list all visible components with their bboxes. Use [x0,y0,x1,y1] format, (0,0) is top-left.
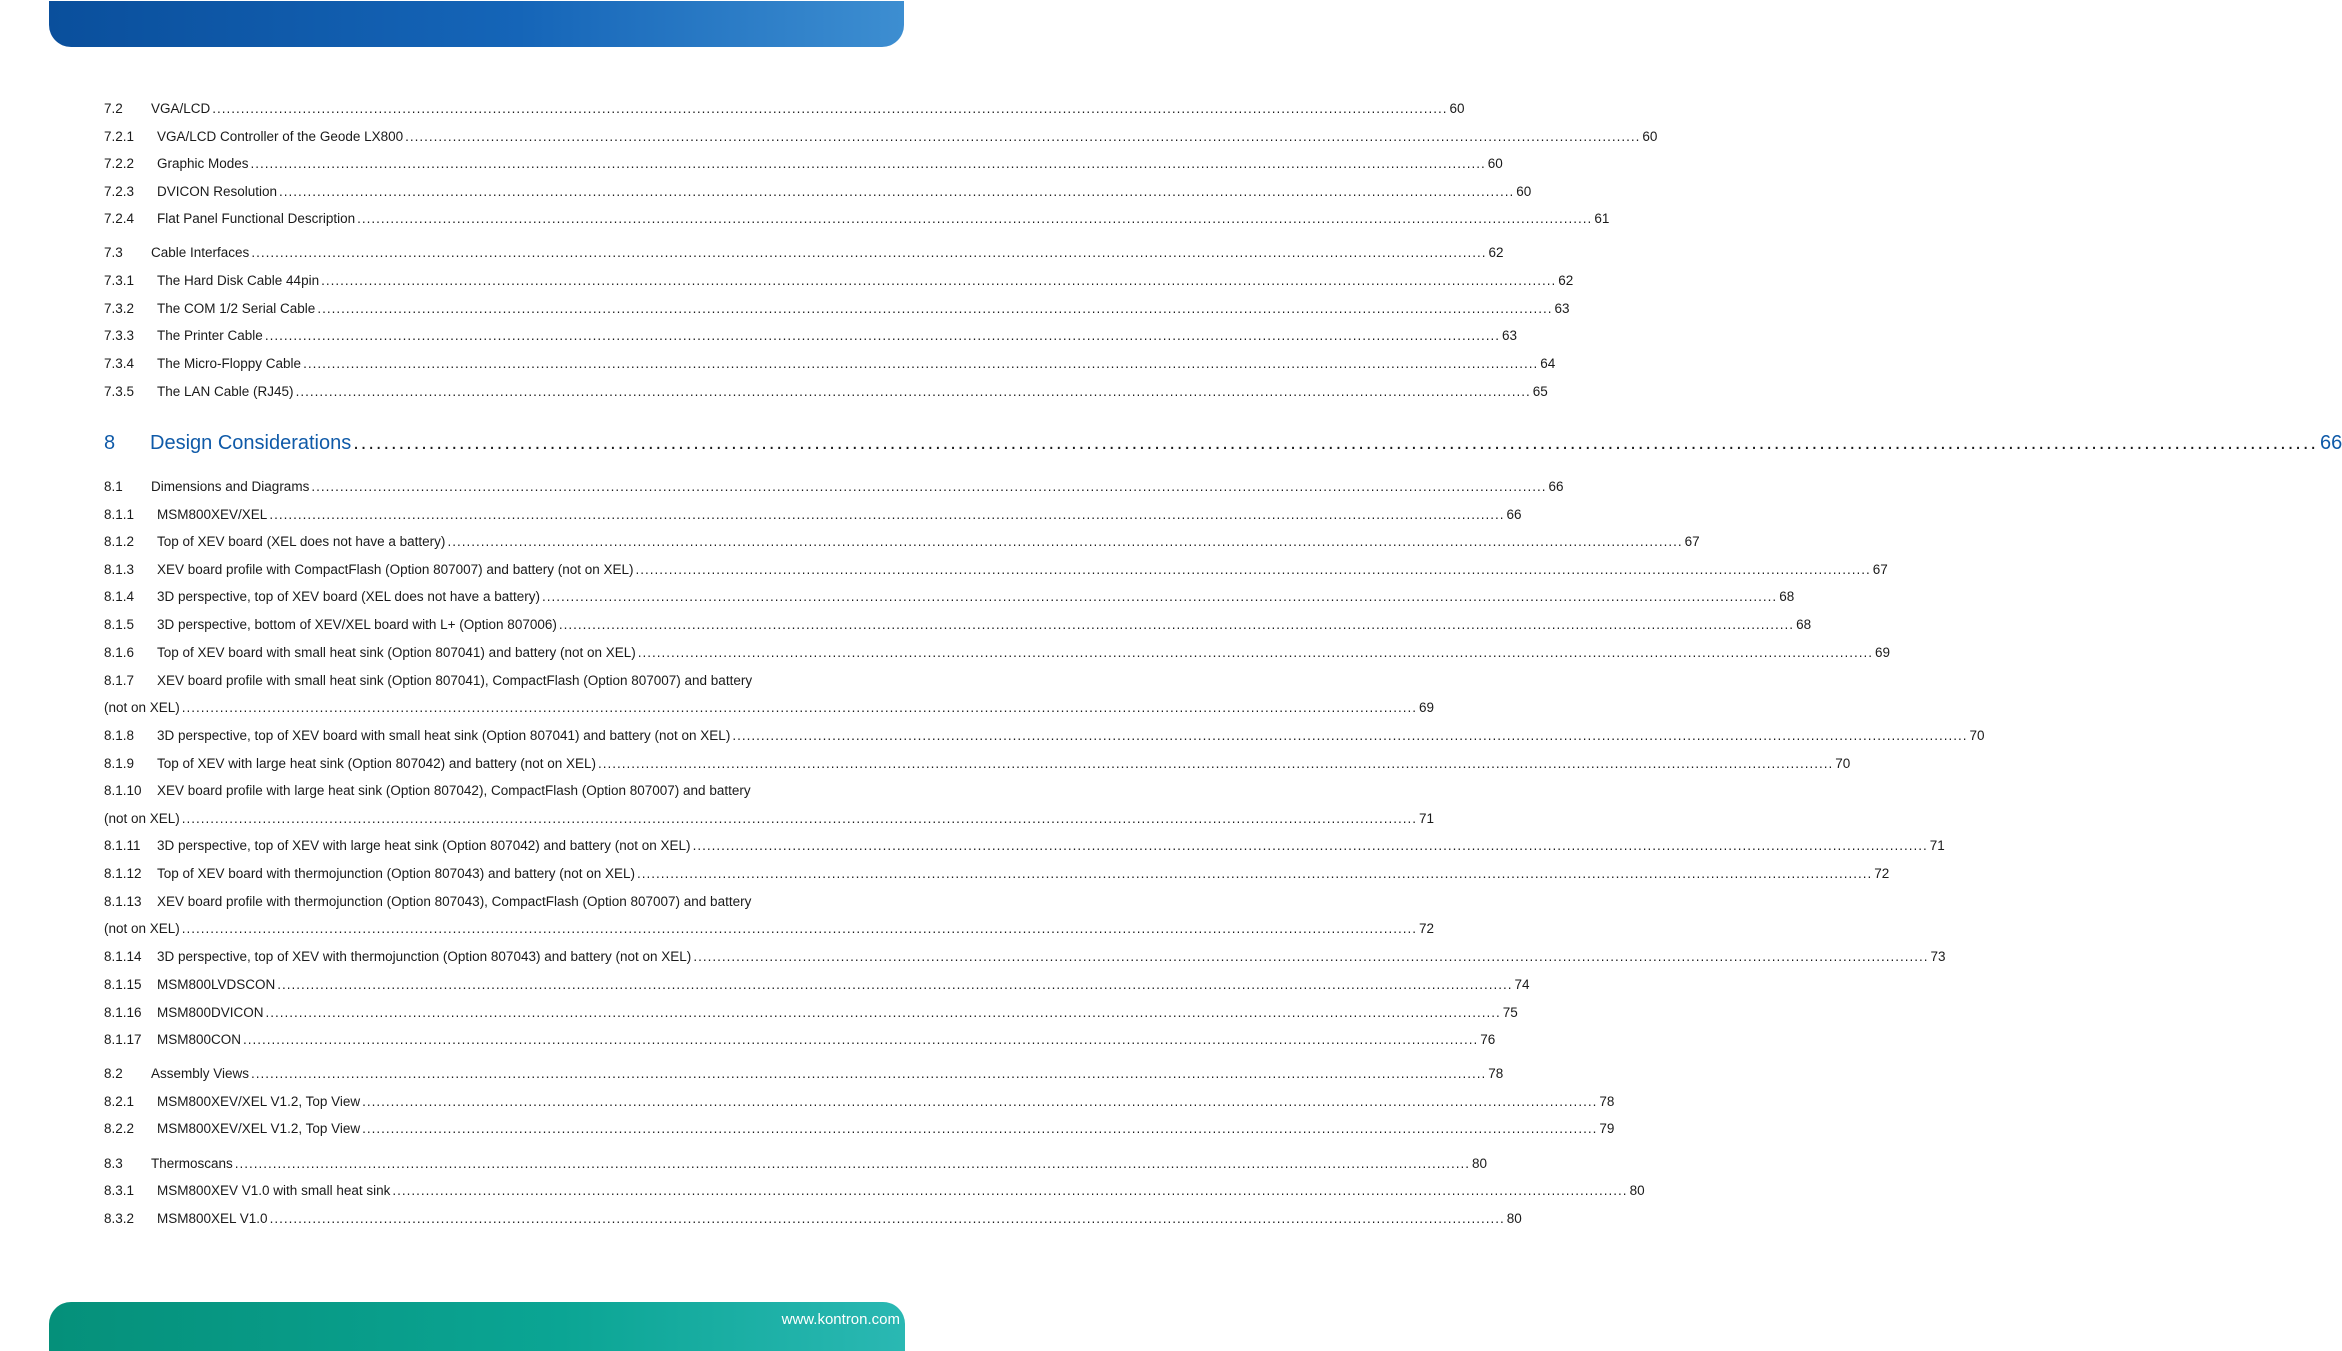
toc-chapter-entry[interactable] [104,430,2342,456]
toc-entry-title: The LAN Cable (RJ45) [157,384,294,399]
toc-entry-continuation[interactable] [104,919,1435,939]
toc-entry-number: 8.1.11 [104,838,141,853]
toc-entry[interactable] [104,864,1890,884]
toc-leader-dots [311,477,1546,497]
toc-entry-title: Dimensions and Diagrams [151,479,310,494]
toc-entry-title: DVICON Resolution [157,184,278,199]
toc-entry-number: 7.2.3 [104,184,135,199]
toc-entry[interactable] [104,892,831,912]
toc-leader-dots [357,209,1592,229]
toc-entry-title: Flat Panel Functional Description [157,211,356,226]
toc-entry-title: Top of XEV board with small heat sink (Option 807041) and battery (not on XEL) [157,645,636,660]
toc-entry[interactable] [104,299,1570,319]
toc-entry[interactable] [104,781,831,801]
toc-entry-page: 63 [1502,328,1518,343]
toc-leader-dots [277,975,1512,995]
toc-entry-number: 8.1.4 [104,589,135,604]
toc-entry[interactable] [104,1003,1518,1023]
toc-entry[interactable] [104,382,1548,402]
toc-entry-number: 8.1.12 [104,866,142,881]
toc-entry[interactable] [104,99,1465,119]
toc-entry-title: The Hard Disk Cable 44pin [157,273,320,288]
toc-entry-number: 8.1.10 [104,783,142,798]
toc-entry-page: 60 [1487,156,1503,171]
toc-entry[interactable] [104,587,1795,607]
toc-entry-number: 8.3.1 [104,1183,135,1198]
footer-url[interactable]: www.kontron.com [781,1311,900,1328]
toc-entry-title: 3D perspective, top of XEV with thermojunction (Option 807043) and battery (not on XEL) [157,949,692,964]
toc-entry[interactable] [104,1092,1615,1112]
toc-entry-title-continued: (not on XEL) [104,700,180,715]
toc-entry[interactable] [104,477,1564,497]
toc-entry-page: 67 [1684,534,1700,549]
toc-entry-number: 8.1.13 [104,894,142,909]
toc-leader-dots [693,836,1928,856]
toc-entry-page: 71 [1419,811,1435,826]
toc-entry-page: 69 [1874,645,1891,660]
toc-entry-page: 62 [1558,273,1574,288]
toc-entry-title: Cable Interfaces [151,245,250,260]
toc-entry-number: 8.1.6 [104,645,135,660]
toc-entry-title: VGA/LCD [151,101,211,116]
toc-leader-dots [362,1092,1597,1112]
toc-entry-title: XEV board profile with small heat sink (Option 807041), CompactFlash (Option 807007) and battery [157,673,753,688]
toc-leader-dots [392,1181,1627,1201]
toc-entry-number: 7.3.3 [104,328,135,343]
header-bar [49,1,904,47]
toc-leader-dots [732,726,1967,746]
toc-entry-continuation[interactable] [104,698,1435,718]
toc-entry-page: 71 [1929,838,1945,853]
toc-leader-dots [212,99,1447,119]
toc-entry-page: 61 [1594,211,1610,226]
toc-entry-page: 63 [1554,301,1570,316]
toc-entry-number: 7.3.4 [104,356,135,371]
toc-leader-dots [559,615,1794,635]
toc-entry-number: 8.1.14 [104,949,142,964]
toc-entry-page: 79 [1599,1121,1615,1136]
toc-entry[interactable] [104,560,1888,580]
toc-entry-number: 8.3 [104,1156,123,1171]
toc-entry-page: 64 [1540,356,1556,371]
toc-entry-title-continued: (not on XEL) [104,921,180,936]
toc-entry-title-continued: (not on XEL) [104,811,180,826]
toc-entry-number: 8.1 [104,479,123,494]
toc-entry[interactable] [104,1209,1522,1229]
toc-entry-number: 8.1.15 [104,977,142,992]
toc-entry-number: 8.1.8 [104,728,135,743]
toc-entry-title: XEV board profile with CompactFlash (Option 807007) and battery (not on XEL) [157,562,634,577]
toc-entry[interactable] [104,1030,1496,1050]
toc-entry-title: Assembly Views [151,1066,250,1081]
toc-entry-number: 8.1.3 [104,562,135,577]
toc-leader-dots [598,754,1833,774]
toc-entry[interactable] [104,1181,1645,1201]
toc-entry-title: MSM800CON [157,1032,242,1047]
toc-entry-title: MSM800LVDSCON [157,977,276,992]
toc-entry[interactable] [104,615,1812,635]
toc-entry-page: 60 [1449,101,1465,116]
toc-entry[interactable] [104,643,1891,663]
toc-entry-title: 3D perspective, top of XEV with large heat sink (Option 807042) and battery (not on XEL) [157,838,691,853]
toc-entry-title: 3D perspective, bottom of XEV/XEL board with L+ (Option 807006) [157,617,557,632]
toc-entry-title: XEV board profile with thermojunction (Option 807043), CompactFlash (Option 807007) and battery [157,894,752,909]
toc-entry[interactable] [104,154,1503,174]
toc-entry-number: 8.1.2 [104,534,135,549]
toc-leader-dots [251,1064,1486,1084]
toc-entry-page: 75 [1502,1005,1518,1020]
toc-leader-dots [235,1154,1470,1174]
toc-entry-number: 8.1.7 [104,673,135,688]
toc-entry[interactable] [104,505,1522,525]
toc-entry-page: 78 [1599,1094,1615,1109]
toc-entry-number: 8.1.1 [104,507,135,522]
toc-leader-dots [636,560,1871,580]
toc-entry-number: 7.3.5 [104,384,135,399]
toc-entry-title: Top of XEV with large heat sink (Option 807042) and battery (not on XEL) [157,756,597,771]
toc-entry-page: 73 [1930,949,1946,964]
toc-entry[interactable] [104,127,1658,147]
toc-entry[interactable] [104,271,1574,291]
toc-entry-page: 68 [1796,617,1812,632]
toc-leader-dots [270,1209,1505,1229]
toc-leader-dots [542,587,1777,607]
toc-entry-title: MSM800XEV/XEL V1.2, Top View [157,1121,361,1136]
toc-leader-dots [265,326,1500,346]
toc-leader-dots [269,505,1504,525]
toc-entry[interactable] [104,975,1530,995]
toc-entry-title: MSM800DVICON [157,1005,264,1020]
toc-entry-page: 66 [2319,432,2342,454]
toc-entry-page: 72 [1419,921,1435,936]
toc-entry-number: 7.3 [104,245,123,260]
toc-entry-number: 7.2.2 [104,156,135,171]
toc-leader-dots [637,864,1872,884]
footer-bar [49,1302,905,1351]
toc-leader-dots [362,1119,1597,1139]
toc-entry[interactable] [104,1154,1488,1174]
toc-entry-page: 80 [1629,1183,1645,1198]
toc-leader-dots [405,127,1640,147]
toc-entry-page: 62 [1488,245,1504,260]
toc-entry-title: MSM800XEV/XEL V1.2, Top View [157,1094,361,1109]
toc-entry-number: 7.3.1 [104,273,135,288]
toc-entry-title: Graphic Modes [157,156,249,171]
toc-entry[interactable] [104,836,1945,856]
toc-entry-page: 60 [1516,184,1532,199]
toc-entry[interactable] [104,671,831,691]
toc-entry[interactable] [104,326,1518,346]
toc-leader-dots [279,182,1514,202]
toc-entry-title: The COM 1/2 Serial Cable [157,301,316,316]
toc-entry-page: 70 [1969,728,1985,743]
toc-leader-dots [447,532,1682,552]
toc-entry[interactable] [104,947,1946,967]
toc-entry-title: Thermoscans [151,1156,233,1171]
toc-entry-page: 67 [1872,562,1888,577]
toc-entry[interactable] [104,1064,1504,1084]
toc-entry-page: 68 [1779,589,1795,604]
toc-entry-title: 3D perspective, top of XEV board with small heat sink (Option 807041) and battery (not on XEL) [157,728,731,743]
toc-entry-title: MSM800XEV/XEL [157,507,268,522]
toc-entry[interactable] [104,182,1532,202]
toc-entry[interactable] [104,754,1851,774]
toc-entry-page: 76 [1480,1032,1496,1047]
toc-entry-page: 60 [1642,129,1658,144]
toc-entry-page: 69 [1419,700,1435,715]
toc-entry-number: 8.3.2 [104,1211,135,1226]
toc-leader-dots [251,243,1486,263]
toc-entry-page: 78 [1488,1066,1504,1081]
toc-entry-page: 70 [1835,756,1851,771]
toc-entry-page: 72 [1874,866,1890,881]
toc-entry[interactable] [104,354,1556,374]
toc-entry-page: 65 [1532,384,1548,399]
toc-entry-page: 66 [1548,479,1564,494]
toc-leader-dots [182,809,1417,829]
toc-entry-page: 66 [1506,507,1522,522]
toc-entry-number: 8.2 [104,1066,123,1081]
toc-leader-dots [243,1030,1478,1050]
toc-leader-dots [182,919,1417,939]
toc-leader-dots [296,382,1531,402]
toc-leader-dots [303,354,1538,374]
toc-leader-dots [321,271,1556,291]
toc-entry-number: 7.2 [104,101,123,116]
toc-entry-number: 8.2.1 [104,1094,135,1109]
toc-entry[interactable] [104,726,1985,746]
toc-entry-number: 7.2.1 [104,129,135,144]
toc-entry-number: 8.2.2 [104,1121,135,1136]
toc-entry-title: Top of XEV board (XEL does not have a battery) [157,534,446,549]
toc-entry[interactable] [104,1119,1615,1139]
toc-leader-dots [317,299,1552,319]
toc-entry-title: MSM800XEV V1.0 with small heat sink [157,1183,391,1198]
toc-entry[interactable] [104,532,1700,552]
toc-leader-dots [638,643,1873,663]
toc-leader-dots [251,154,1486,174]
toc-entry-continuation[interactable] [104,809,1435,829]
toc-entry-number: 8.1.9 [104,756,135,771]
toc-entry-number: 8.1.5 [104,617,135,632]
toc-entry-title: The Printer Cable [157,328,263,343]
toc-leader-dots [693,947,1928,967]
toc-entry-page: 80 [1506,1211,1522,1226]
toc-entry-number: 8.1.17 [104,1032,142,1047]
toc-entry-title: 3D perspective, top of XEV board (XEL does not have a battery) [157,589,540,604]
toc-entry-title: MSM800XEL V1.0 [157,1211,268,1226]
toc-entry-number: 7.2.4 [104,211,135,226]
toc-entry-title: XEV board profile with large heat sink (Option 807042), CompactFlash (Option 807007) and battery [157,783,751,798]
toc-entry-title: VGA/LCD Controller of the Geode LX800 [157,129,404,144]
toc-entry-number: 8.1.16 [104,1005,142,1020]
toc-entry[interactable] [104,209,1610,229]
toc-entry-title: Top of XEV board with thermojunction (Option 807043) and battery (not on XEL) [157,866,636,881]
toc-entry-page: 80 [1471,1156,1488,1171]
toc-entry-number: 7.3.2 [104,301,135,316]
toc-leader-dots [266,1003,1501,1023]
toc-entry[interactable] [104,243,1504,263]
toc-entry-title: Design Considerations [150,432,352,454]
toc-entry-page: 74 [1514,977,1530,992]
toc-entry-title: The Micro-Floppy Cable [157,356,302,371]
toc-entry-number: 8 [104,432,116,454]
toc-leader-dots [353,430,2318,456]
toc-leader-dots [182,698,1417,718]
